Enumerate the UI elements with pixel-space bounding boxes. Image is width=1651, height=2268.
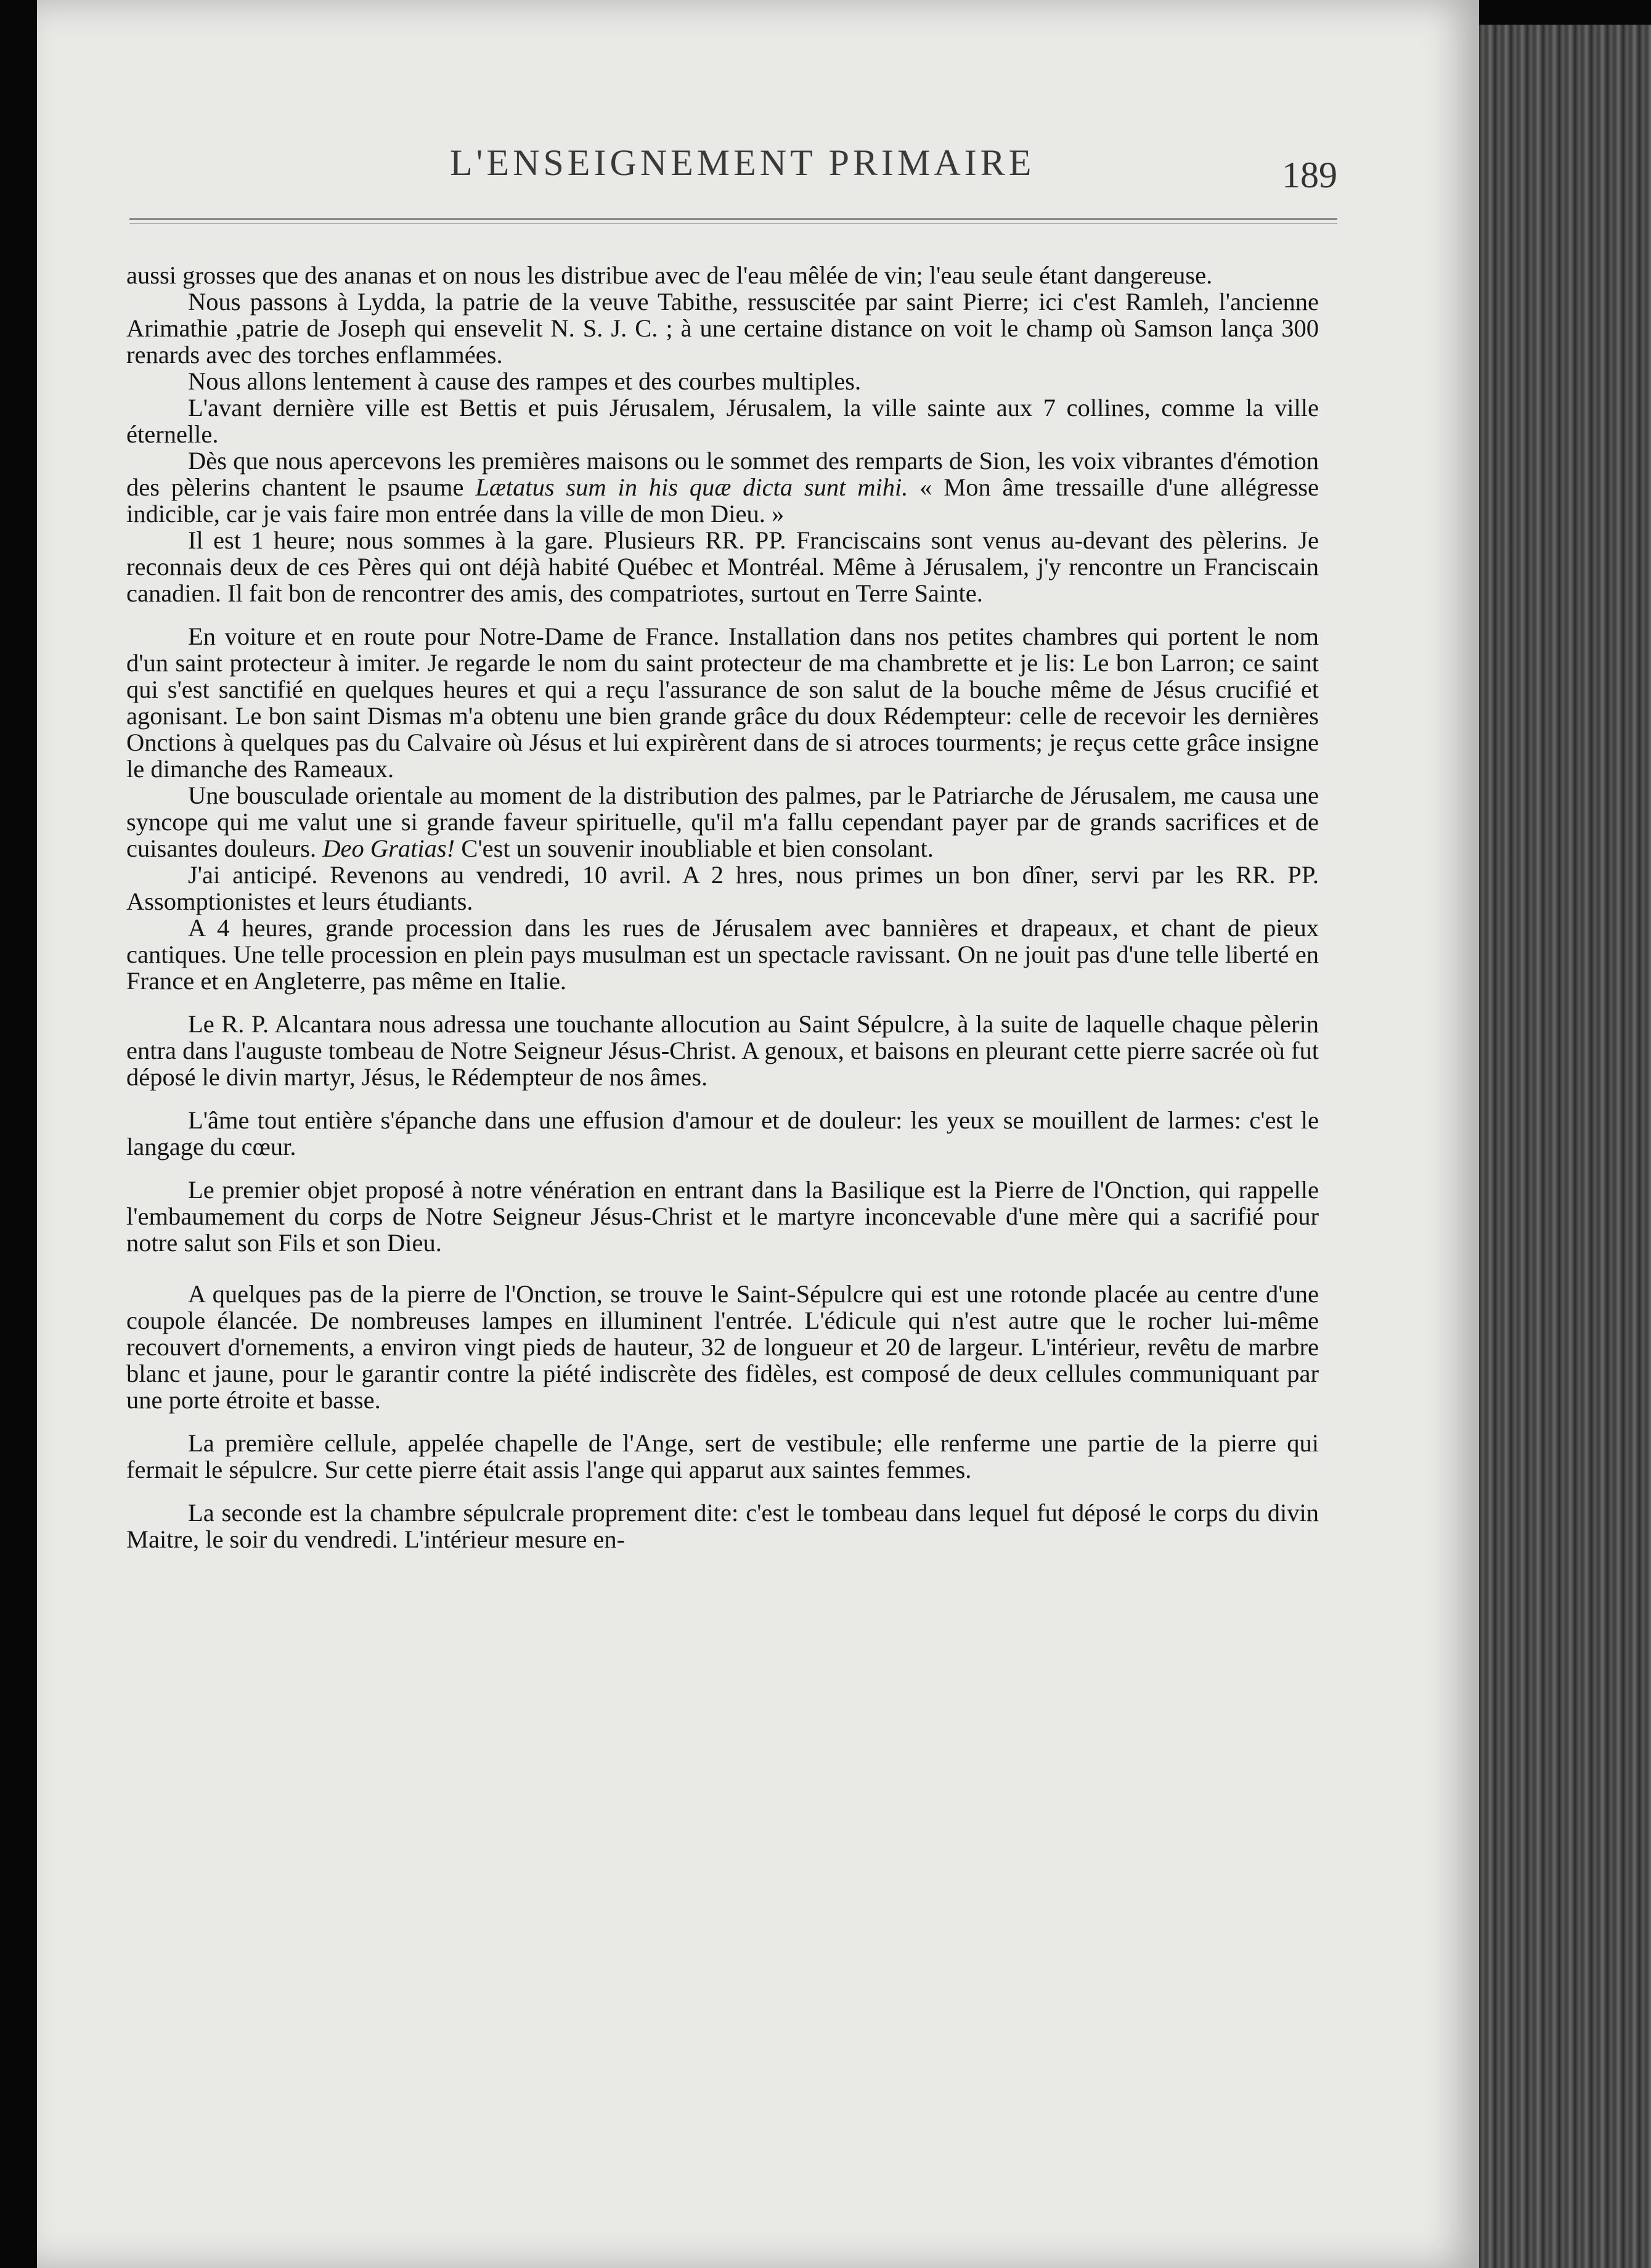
paragraph: Le R. P. Alcantara nous adressa une touchante allocution au Saint Sépulcre, à la suite de laquelle chaque pèlerin entra dans l'auguste tombeau de Notre Seigneur Jésus-Christ. A genoux, et baisons en pleurant cette pierre sacrée où fut déposé le divin martyr, Jésus, le Rédempteur de nos âmes. xyxy=(126,1010,1319,1091)
paragraph: La seconde est la chambre sépulcrale proprement dite: c'est le tombeau dans lequel fut déposé le corps du divin Maitre, le soir du vendredi. L'intérieur mesure en- xyxy=(126,1499,1319,1553)
page-number: 189 xyxy=(1282,155,1337,195)
running-title: L'ENSEIGNEMENT PRIMAIRE xyxy=(450,142,1035,183)
header-rule xyxy=(129,218,1337,220)
paragraph: Il est 1 heure; nous sommes à la gare. Plusieurs RR. PP. Franciscains sont venus au-devant des pèlerins. Je reconnais deux de ces Pères qui ont déjà habité Québec et Montréal. Même à Jérusalem, j'y rencontre un Franciscain canadien. Il fait bon de rencontrer des amis, des compatriotes, surtout en Terre Sainte. xyxy=(126,526,1319,607)
paragraph: Le premier objet proposé à notre vénération en entrant dans la Basilique est la Pierre de l'Onction, qui rappelle l'embaumement du corps de Notre Seigneur Jésus-Christ et le martyre inconcevable d'une mère qui a sacrifié pour notre salut son Fils et son Dieu. xyxy=(126,1176,1319,1257)
latin-phrase: Deo Gratias! xyxy=(322,834,455,862)
paragraph-text: « Mon âme tressaille d'une allégresse indicible, car je vais faire mon entrée dans la ville de mon Dieu. » xyxy=(126,473,1319,528)
paragraph: Nous passons à Lydda, la patrie de la veuve Tabithe, ressuscitée par saint Pierre; ici c'est Ramleh, l'ancienne Arimathie ,patrie de Joseph qui ensevelit N. S. J. C. ; à une certaine distance on voit le champ où Samson lança 300 renards avec des torches enflammées. xyxy=(126,288,1319,369)
paragraph: En voiture et en route pour Notre-Dame de France. Installation dans nos petites chambres qui portent le nom d'un saint protecteur à imiter. Je regarde le nom du saint protecteur de ma chambrette et je lis: Le bon Larron; ce saint qui s'est sanctifié en quelques heures et qui a reçu l'assurance de son salut de la bouche même de Jésus crucifié et agonisant. Le bon saint Dismas m'a obtenu une bien grande grâce du doux Rédempteur: celle de recevoir les dernières Onctions à quelques pas du Calvaire où Jésus et lui expirèrent dans de si atroces tourments; je reçus cette grâce insigne le dimanche des Rameaux. xyxy=(126,622,1319,783)
paragraph: J'ai anticipé. Revenons au vendredi, 10 avril. A 2 hres, nous primes un bon dîner, servi par les RR. PP. Assomptionistes et leurs étudiants. xyxy=(126,861,1319,915)
page-header xyxy=(129,129,1350,203)
paragraph xyxy=(126,447,1319,527)
body-text xyxy=(126,262,1319,1552)
paragraph-text: Dès que nous apercevons les premières maisons ou le sommet des remparts de Sion, les voix vibrantes d'émotion des pèlerins chantent le psaume xyxy=(126,447,1319,501)
paragraph: A 4 heures, grande procession dans les rues de Jérusalem avec bannières et drapeaux, et chant de pieux cantiques. Une telle procession en plein pays musulman est un spectacle ravissant. On ne jouit pas d'une telle liberté en France et en Angleterre, pas même en Italie. xyxy=(126,914,1319,995)
paragraph xyxy=(126,782,1319,862)
paragraph: A quelques pas de la pierre de l'Onction, se trouve le Saint-Sépulcre qui est une rotonde placée au centre d'une coupole élancée. De nombreuses lampes en illuminent l'entrée. L'édicule qui n'est autre que le rocher lui-même recouvert d'ornements, a environ vingt pieds de hauteur, 32 de longueur et 20 de largeur. L'intérieur, revêtu de marbre blanc et jaune, pour le garantir contre la piété indiscrète des fidèles, est composé de deux cellules communiquant par une porte étroite et basse. xyxy=(126,1280,1319,1414)
book-gutter xyxy=(1479,25,1651,2268)
paragraph: La première cellule, appelée chapelle de l'Ange, sert de vestibule; elle renferme une partie de la pierre qui fermait le sépulcre. Sur cette pierre était assis l'ange qui apparut aux saintes femmes. xyxy=(126,1429,1319,1483)
paragraph-text: Une bousculade orientale au moment de la distribution des palmes, par le Patriarche de Jérusalem, me causa une syncope qui me valut une si grande faveur spirituelle, qu'il m'a fallu cependant payer par de grands sacrifices et de cuisantes douleurs. xyxy=(126,781,1319,862)
header-rule-thin xyxy=(129,223,1337,224)
paragraph: L'âme tout entière s'épanche dans une effusion d'amour et de douleur: les yeux se mouillent de larmes: c'est le langage du cœur. xyxy=(126,1106,1319,1161)
paragraph: aussi grosses que des ananas et on nous les distribue avec de l'eau mêlée de vin; l'eau seule étant dangereuse. xyxy=(126,261,1213,289)
paragraph-text: C'est un souvenir inoubliable et bien consolant. xyxy=(455,834,934,862)
psalm-quote: Lætatus sum in his quæ dicta sunt mihi. xyxy=(475,473,908,501)
paragraph: Nous allons lentement à cause des rampes et des courbes multiples. xyxy=(188,367,862,395)
paragraph: L'avant dernière ville est Bettis et puis Jérusalem, Jérusalem, la ville sainte aux 7 collines, comme la ville éternelle. xyxy=(126,394,1319,448)
